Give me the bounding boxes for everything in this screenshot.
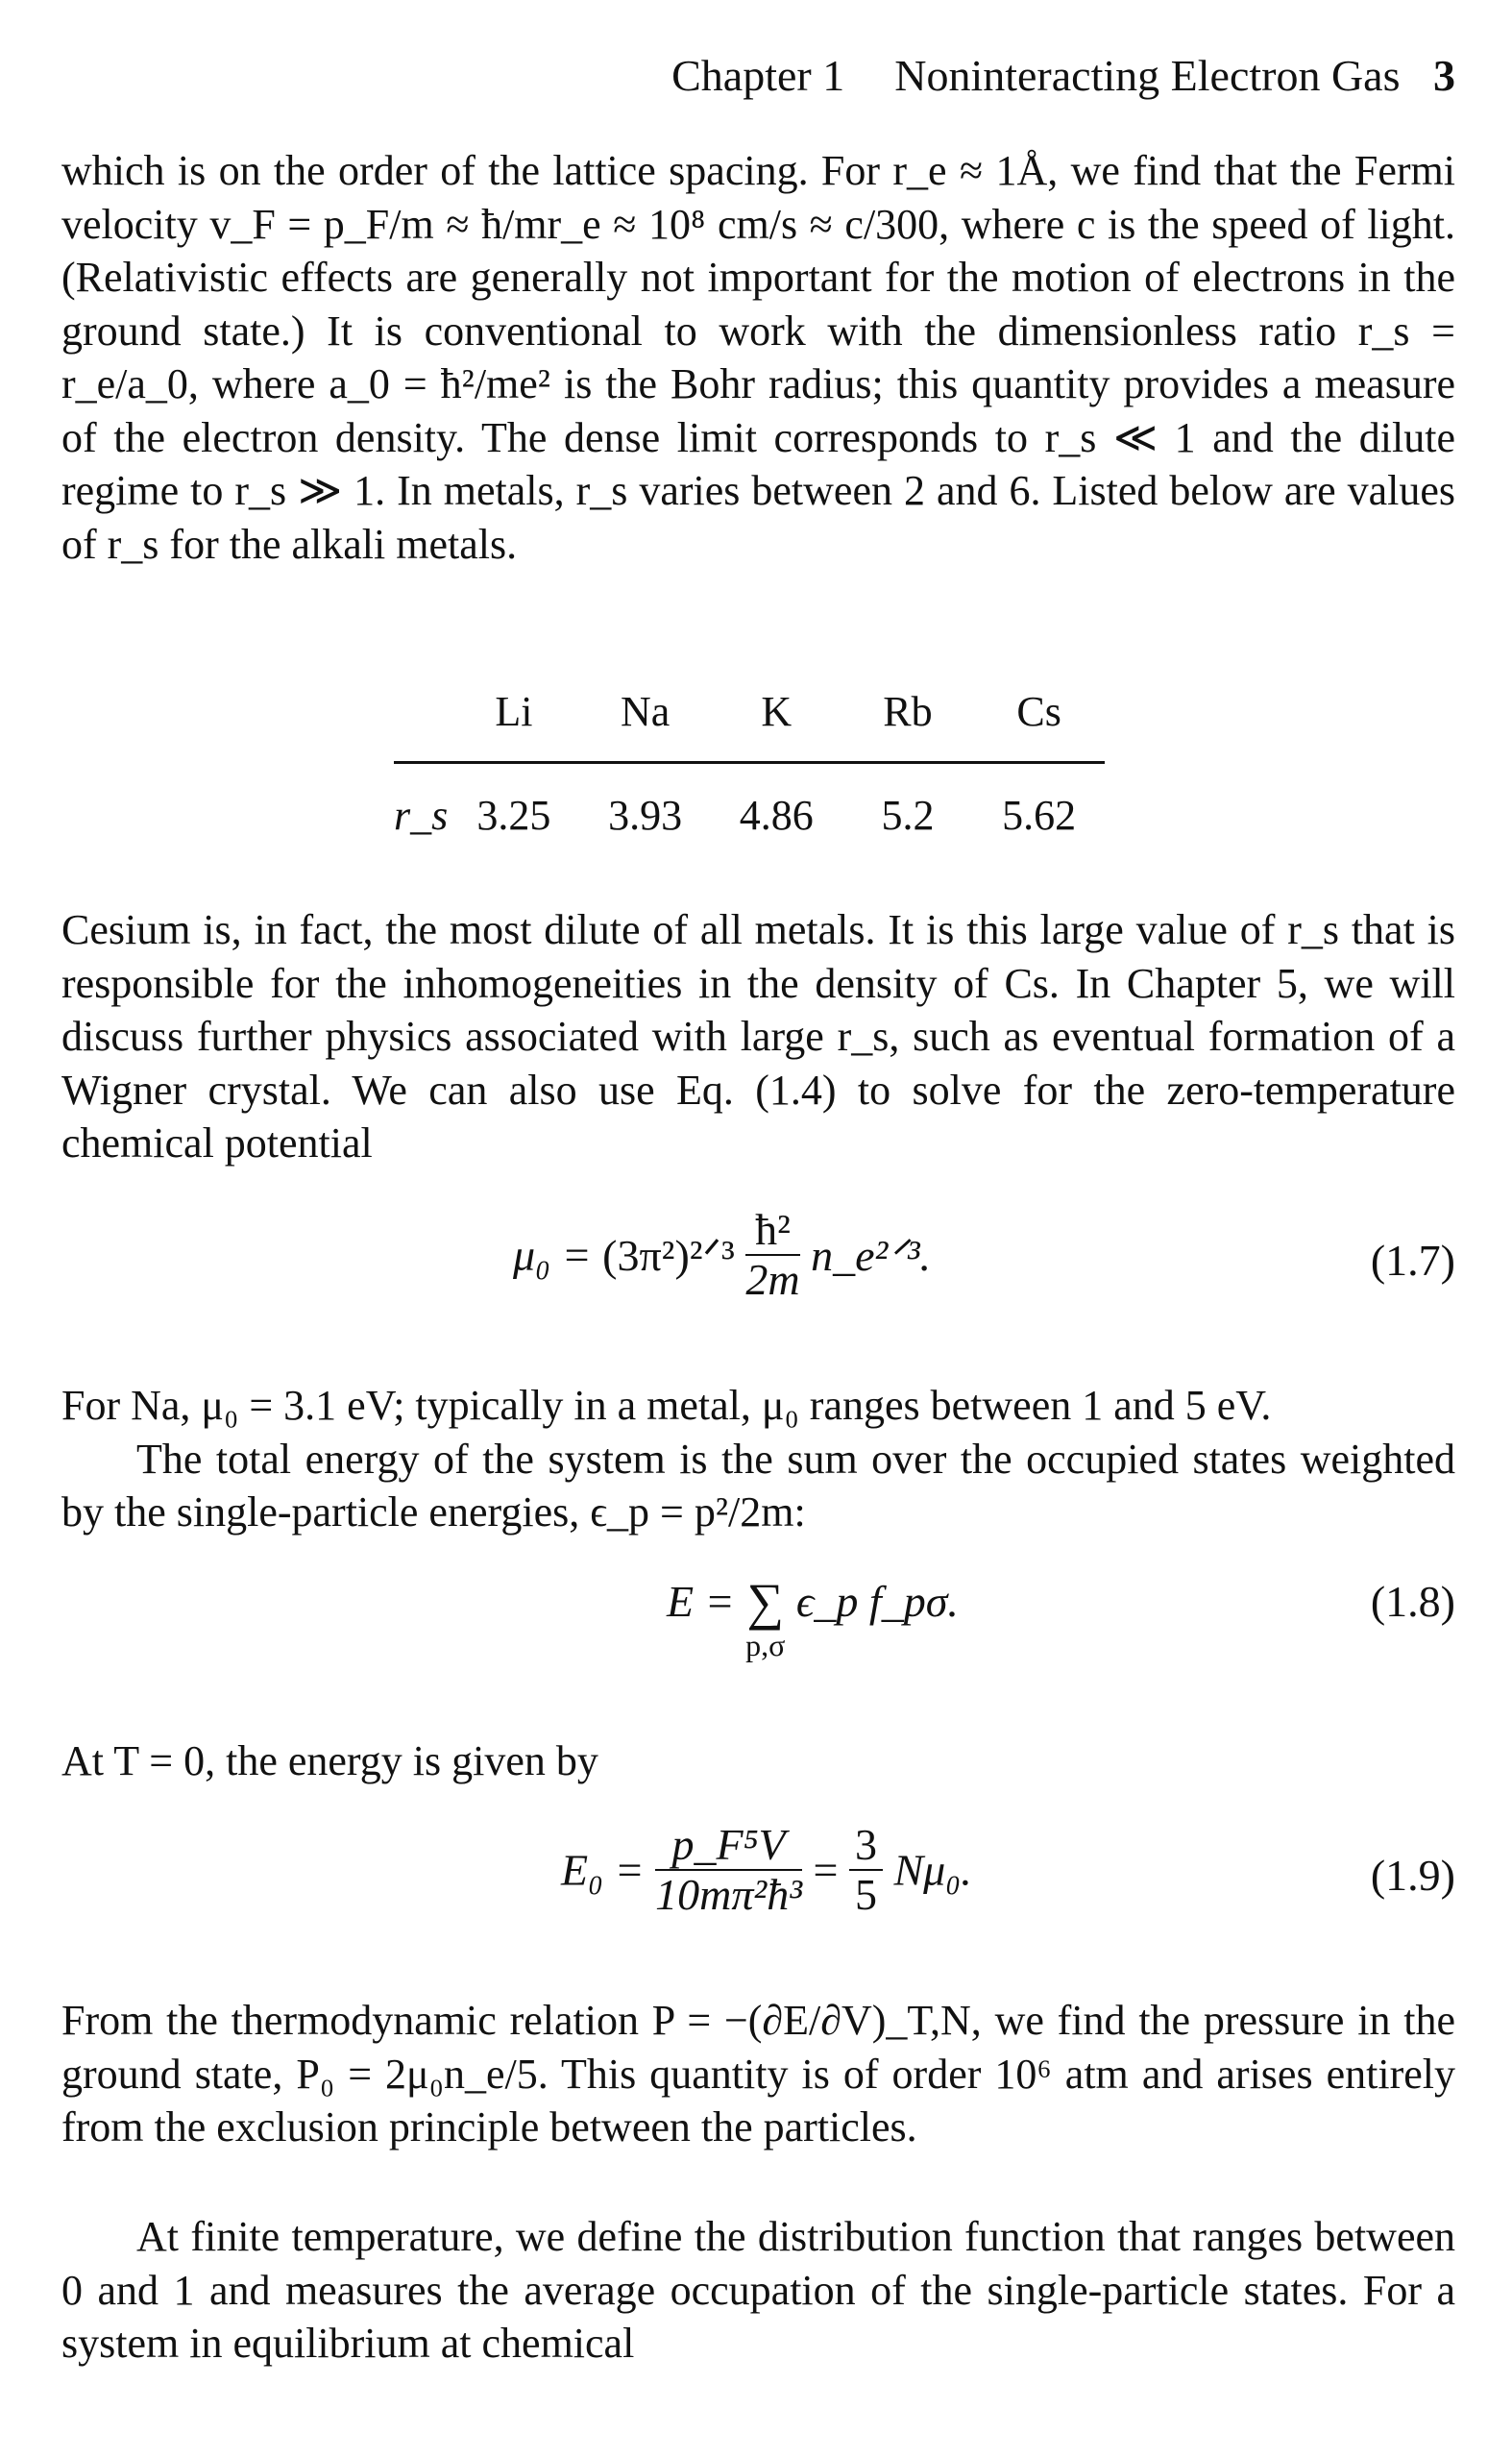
table-header-cell: Li [495, 687, 533, 735]
frac-denominator: 5 [854, 1870, 877, 1919]
equation-body [667, 1573, 959, 1662]
chapter-label: Chapter 1 [671, 51, 845, 100]
eq-factor: (3π²)²ᐟ³ [602, 1231, 735, 1280]
paragraph-3b-text: The total energy of the system is the sum over the occupied states weighted by the single-particle energies, ϵ_p = p²/2m: [61, 1435, 1455, 1536]
frac-numerator: ħ² [745, 1206, 799, 1256]
page-number: 3 [1433, 51, 1455, 100]
equation-number: (1.9) [1370, 1851, 1455, 1900]
paragraph-3a: For Na, μ₀ = 3.1 eV; typically in a metal, μ₀ ranges between 1 and 5 eV. [61, 1382, 1272, 1429]
frac-numerator: p_F⁵V [655, 1821, 802, 1871]
sum-subscript: p,σ [745, 1628, 786, 1662]
equation-1-8 [61, 1573, 1455, 1682]
table-cell: 5.62 [1002, 792, 1077, 839]
table-header-cell: Rb [883, 687, 933, 735]
equation-body [513, 1206, 931, 1304]
paragraph-3b [61, 1433, 1455, 1539]
frac-denominator: 10mπ²ħ³ [655, 1870, 802, 1919]
paragraph-2: Cesium is, in fact, the most dilute of all metals. It is this large value of r_s that is responsible for the inhomogeneities in the density of Cs. In Chapter 5, we will discuss further physics associated with large r_s, such as eventual formation of a Wigner crystal. We can also use Eq. (1.4) to solve for the zero-temperature chemical potential [61, 906, 1455, 1167]
table-cell: 4.86 [739, 792, 814, 839]
eq-equals: = [813, 1845, 839, 1895]
equation-body [561, 1821, 972, 1919]
paragraph-3 [61, 1379, 1455, 1539]
table-row-label: r_s [394, 792, 449, 839]
frac-denominator: 2m [745, 1255, 800, 1304]
paragraph-6 [61, 2210, 1455, 2371]
paragraph-6-text: At finite temperature, we define the distribution function that ranges between 0 and 1 and measures the average occupation of the single-particle states. For a system in equilibrium at chemical [61, 2213, 1455, 2367]
running-header [0, 50, 1455, 101]
table-header-cell: Na [620, 687, 671, 735]
rs-table [394, 682, 1105, 840]
eq-lhs: μ₀ = [513, 1230, 592, 1280]
equation-number: (1.8) [1370, 1577, 1455, 1626]
eq-sum [745, 1573, 786, 1662]
eq-lhs: E₀ = [561, 1845, 645, 1895]
equation-number: (1.7) [1370, 1236, 1455, 1285]
table-row [394, 791, 1105, 840]
table-header-cell: Cs [1016, 687, 1061, 735]
table-header-row [394, 682, 1105, 740]
sum-symbol: ∑ [746, 1573, 785, 1631]
equation-1-9 [61, 1821, 1455, 1936]
eq-summand: ϵ_p f_pσ. [795, 1577, 959, 1626]
table-cell: 5.2 [881, 792, 935, 839]
eq-tail: Nμ₀. [893, 1845, 972, 1895]
paragraph-4: At T = 0, the energy is given by [61, 1737, 598, 1784]
table-cell: 3.25 [476, 792, 551, 839]
eq-lhs: E = [667, 1577, 735, 1626]
eq-fraction [745, 1206, 799, 1304]
eq-fraction-1 [655, 1821, 802, 1919]
chapter-title: Noninteracting Electron Gas [894, 51, 1401, 100]
table-cell: 3.93 [608, 792, 683, 839]
paragraph-1: which is on the order of the lattice spacing. For r_e ≈ 1Å, we find that the Fermi velocity v_F = p_F/m ≈ ħ/mr_e ≈ 10⁸ cm/s ≈ c/300, where c is the speed of light. (Relativistic effects are generally not important for the motion of electrons in the ground state.) It is conventional to work with the dimensionless ratio r_s = r_e/a_0, where a_0 = ħ²/me² is the Bohr radius; this quantity provides a measure of the electron density. The dense limit corresponds to r_s ≪ 1 and the dilute regime to r_s ≫ 1. In metals, r_s varies between 2 and 6. Listed below are values of r_s for the alkali metals. [61, 147, 1455, 568]
paragraph-5: From the thermodynamic relation P = −(∂E/∂V)_T,N, we find the pressure in the ground state, P₀ = 2μ₀n_e/5. This quantity is of order 10⁶ atm and arises entirely from the exclusion principle between the particles. [61, 1997, 1455, 2151]
equation-1-7 [61, 1206, 1455, 1321]
eq-tail: n_e²ᐟ³. [811, 1231, 932, 1280]
table-header-cell: K [761, 687, 793, 735]
eq-fraction-2 [849, 1821, 883, 1919]
table-rule [394, 761, 1105, 764]
frac-numerator: 3 [849, 1821, 883, 1871]
